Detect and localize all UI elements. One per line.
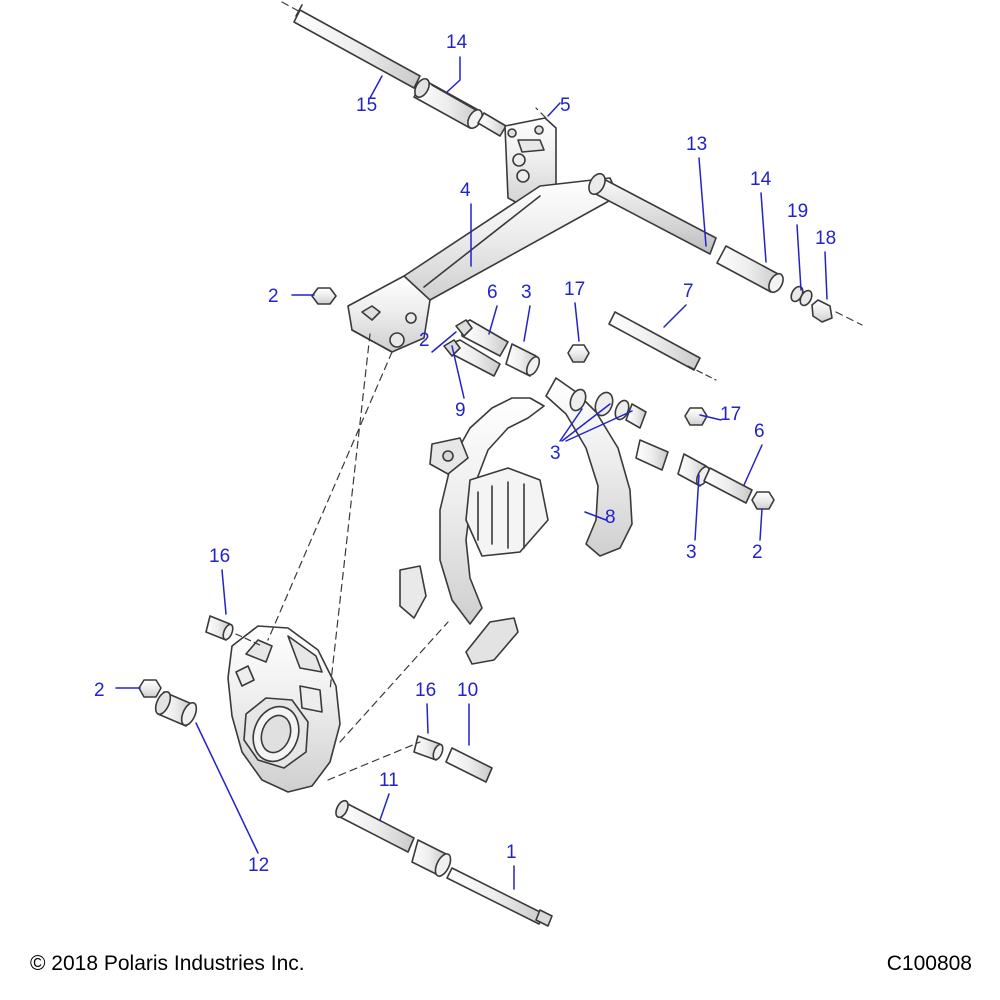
part-1-bushing xyxy=(412,840,454,878)
callout-10: 10 xyxy=(457,680,479,701)
callout-2: 2 xyxy=(94,680,105,701)
leader-14-top xyxy=(447,57,460,92)
callout-1: 1 xyxy=(506,842,517,863)
part-14-top-bushing xyxy=(412,76,485,130)
leader-18 xyxy=(825,252,827,299)
leader-19 xyxy=(797,225,801,290)
leader-16-l xyxy=(222,570,226,614)
callout-11: 11 xyxy=(379,770,399,791)
part-15-rod xyxy=(282,2,420,88)
part-2-right-nut xyxy=(752,492,774,509)
callout-14: 14 xyxy=(750,169,772,190)
part-1-bolt xyxy=(447,868,552,926)
part-16-bottom-bushing xyxy=(414,736,445,761)
callout-12: 12 xyxy=(248,855,270,876)
leader-14-right xyxy=(761,193,766,262)
callout-16: 16 xyxy=(415,680,437,701)
callout-9: 9 xyxy=(455,400,466,421)
axis-right xyxy=(836,312,862,325)
callout-15: 15 xyxy=(356,95,378,116)
part-13-cross-tube xyxy=(586,171,716,254)
document-id: C100808 xyxy=(886,952,972,975)
callout-14: 14 xyxy=(446,32,468,53)
callout-13: 13 xyxy=(686,134,708,155)
copyright-text: © 2018 Polaris Industries Inc. xyxy=(30,952,305,975)
leader-5 xyxy=(548,103,560,116)
part-12-bushing xyxy=(153,690,200,728)
callout-4: 4 xyxy=(460,180,471,201)
part-11-rod xyxy=(333,799,414,852)
part-5-pin xyxy=(478,113,506,136)
diagram-footer xyxy=(0,940,1000,1000)
part-7-rod xyxy=(609,312,716,380)
callout-7: 7 xyxy=(683,281,694,302)
callout-17: 17 xyxy=(564,279,586,300)
callout-3: 3 xyxy=(686,542,697,563)
leader-16-b xyxy=(427,704,428,733)
leader-11 xyxy=(380,794,389,820)
part-2-left-nut xyxy=(312,288,336,304)
callout-3: 3 xyxy=(521,282,532,303)
part-14-right-bushing xyxy=(717,246,786,295)
callout-6: 6 xyxy=(754,421,765,442)
callout-19: 19 xyxy=(787,201,809,222)
part-10-pin xyxy=(446,748,492,782)
callout-18: 18 xyxy=(815,228,837,249)
callout-17: 17 xyxy=(720,404,742,425)
callout-2: 2 xyxy=(268,286,279,307)
part-17-mid-nut xyxy=(568,345,589,362)
callout-16: 16 xyxy=(209,546,231,567)
leader-6-r xyxy=(744,445,762,485)
callout-3: 3 xyxy=(550,443,561,464)
leader-2-r xyxy=(760,509,762,540)
callout-5: 5 xyxy=(560,95,571,116)
hub-carrier xyxy=(228,626,340,792)
part-4-trailing-arm xyxy=(348,118,618,352)
callout-2: 2 xyxy=(752,542,763,563)
callout-6: 6 xyxy=(487,282,498,303)
callout-2: 2 xyxy=(419,330,430,351)
part-3-mid-bushing xyxy=(506,344,542,377)
leader-7 xyxy=(664,305,686,327)
leader-3-mid xyxy=(524,306,530,341)
part-6-right-bolt xyxy=(704,468,752,503)
callout-8: 8 xyxy=(605,507,616,528)
leader-6-mid xyxy=(489,306,497,334)
part-2-lower-left-nut xyxy=(139,680,161,697)
part-18-nut xyxy=(812,300,832,322)
leader-17-mid xyxy=(575,303,579,341)
